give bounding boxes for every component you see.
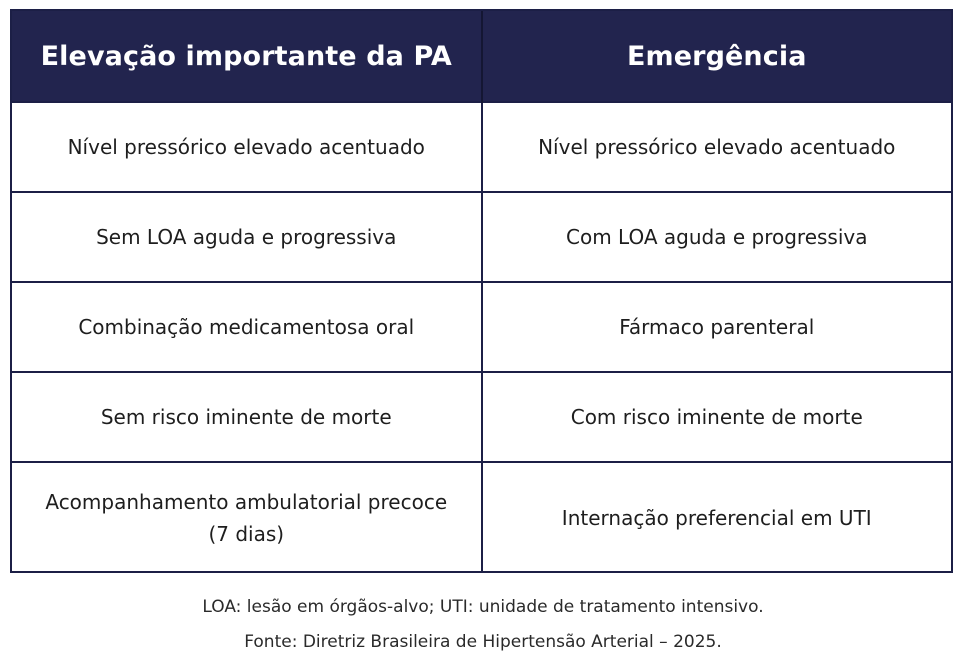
table-cell: Sem LOA aguda e progressiva xyxy=(12,192,482,282)
header-elevacao: Elevação importante da PA xyxy=(12,11,482,102)
table-row xyxy=(12,192,951,282)
table-cell: Sem risco iminente de morte xyxy=(12,372,482,462)
header-emergencia: Emergência xyxy=(482,11,952,102)
table-header-row xyxy=(12,11,951,102)
table-row xyxy=(12,372,951,462)
table-cell: Nível pressórico elevado acentuado xyxy=(12,102,482,192)
table-footnote: LOA: lesão em órgãos-alvo; UTI: unidade de tratamento intensivo. xyxy=(202,597,764,617)
table-source: Fonte: Diretriz Brasileira de Hipertensão Arterial – 2025. xyxy=(244,632,722,652)
table-cell: Com LOA aguda e progressiva xyxy=(482,192,952,282)
comparison-table-container xyxy=(10,9,953,573)
table-row xyxy=(12,462,951,572)
table-cell: Acompanhamento ambulatorial precoce (7 dias) xyxy=(12,462,482,572)
table-cell: Internação preferencial em UTI xyxy=(482,462,952,572)
table-cell: Nível pressórico elevado acentuado xyxy=(482,102,952,192)
table-row xyxy=(12,282,951,372)
table-cell: Combinação medicamentosa oral xyxy=(12,282,482,372)
table-cell: Fármaco parenteral xyxy=(482,282,952,372)
table-row xyxy=(12,102,951,192)
table-cell: Com risco iminente de morte xyxy=(482,372,952,462)
comparison-table xyxy=(12,11,951,572)
